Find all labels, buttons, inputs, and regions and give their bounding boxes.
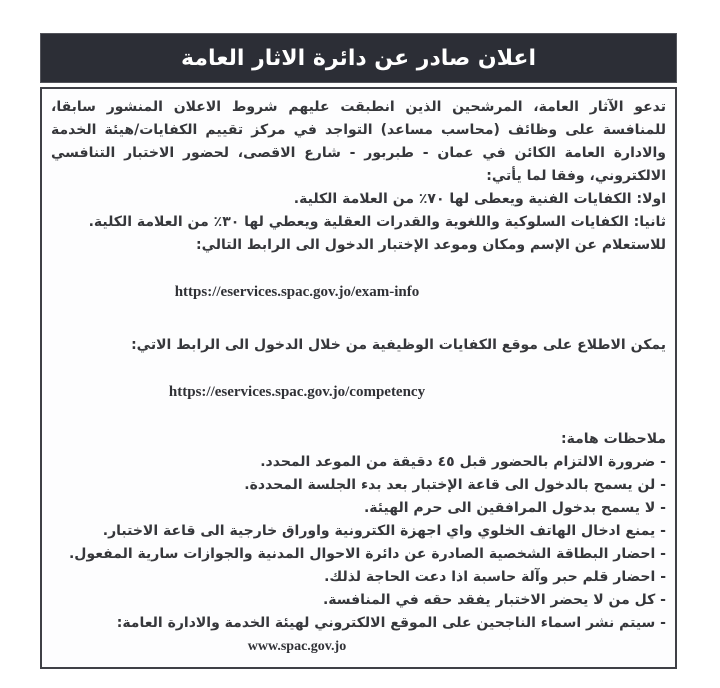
announcement-container [40,33,677,669]
notes-title: ملاحظات هامة: [561,431,666,447]
note-item: - كل من لا يحضر الاختبار يفقد حقه في المنافسة. [322,592,666,608]
exam-info-url: https://eservices.spac.gov.jo/exam-info [174,284,420,300]
announcement-title-bar [40,33,677,83]
note-item: - سيتم نشر اسماء الناجحين على الموقع الالكتروني لهيئة الخدمة والادارة العامة: [116,615,666,631]
footer-url: www.spac.gov.jo [247,639,347,654]
first-criterion-line: اولا: الكفايات الفنية ويعطى لها ٧٠٪ من العلامة الكلية. [293,191,666,207]
inquiry-line: للاستعلام عن الإسم ومكان وموعد الإختبار الدخول الى الرابط التالي: [196,237,666,253]
second-criterion-line: ثانيا: الكفايات السلوكية واللغوية والقدرات العقلية ويعطي لها ٣٠٪ من العلامة الكلية. [88,214,666,230]
intro-paragraph: تدعو الآثار العامة، المرشحين الذين انطبقت عليهم شروط الاعلان المنشور سابقا، للمنافسة على وظائف (محاسب مساعد) التواجد في مركز تقييم الكفايات/هيئة الخدمة والادارة العامة الكائن في عمان - طبربور - شارع الاقصى، لحضور الاختبار التنافسي الالكتروني، وفقا لما يأتي: [51,99,666,184]
announcement-title: اعلان صادر عن دائرة الاثار العامة [181,45,536,71]
note-item: - ضرورة الالتزام بالحضور قبل ٤٥ دقيقة من الموعد المحدد. [260,454,666,470]
note-item: - لا يسمح بدخول المرافقين الى حرم الهيئة. [363,500,666,516]
note-item: - احضار قلم حبر وآلة حاسبة اذا دعت الحاجة لذلك. [324,569,666,585]
announcement-body [40,87,677,669]
note-item: - احضار البطاقة الشخصية الصادرة عن دائرة الاحوال المدنية والجوازات سارية المفعول. [68,546,666,562]
note-item: - يمنع ادخال الهاتف الخلوي واي اجهزة الكترونية واوراق خارجية الى قاعة الاختبار. [102,523,666,539]
competency-intro-line: يمكن الاطلاع على موقع الكفايات الوظيفية من خلال الدخول الى الرابط الاتي: [131,337,666,353]
note-item: - لن يسمح بالدخول الى قاعة الإختبار بعد بدء الجلسة المحددة. [244,477,666,493]
notes-list [51,451,666,635]
competency-url: https://eservices.spac.gov.jo/competency [168,384,426,400]
